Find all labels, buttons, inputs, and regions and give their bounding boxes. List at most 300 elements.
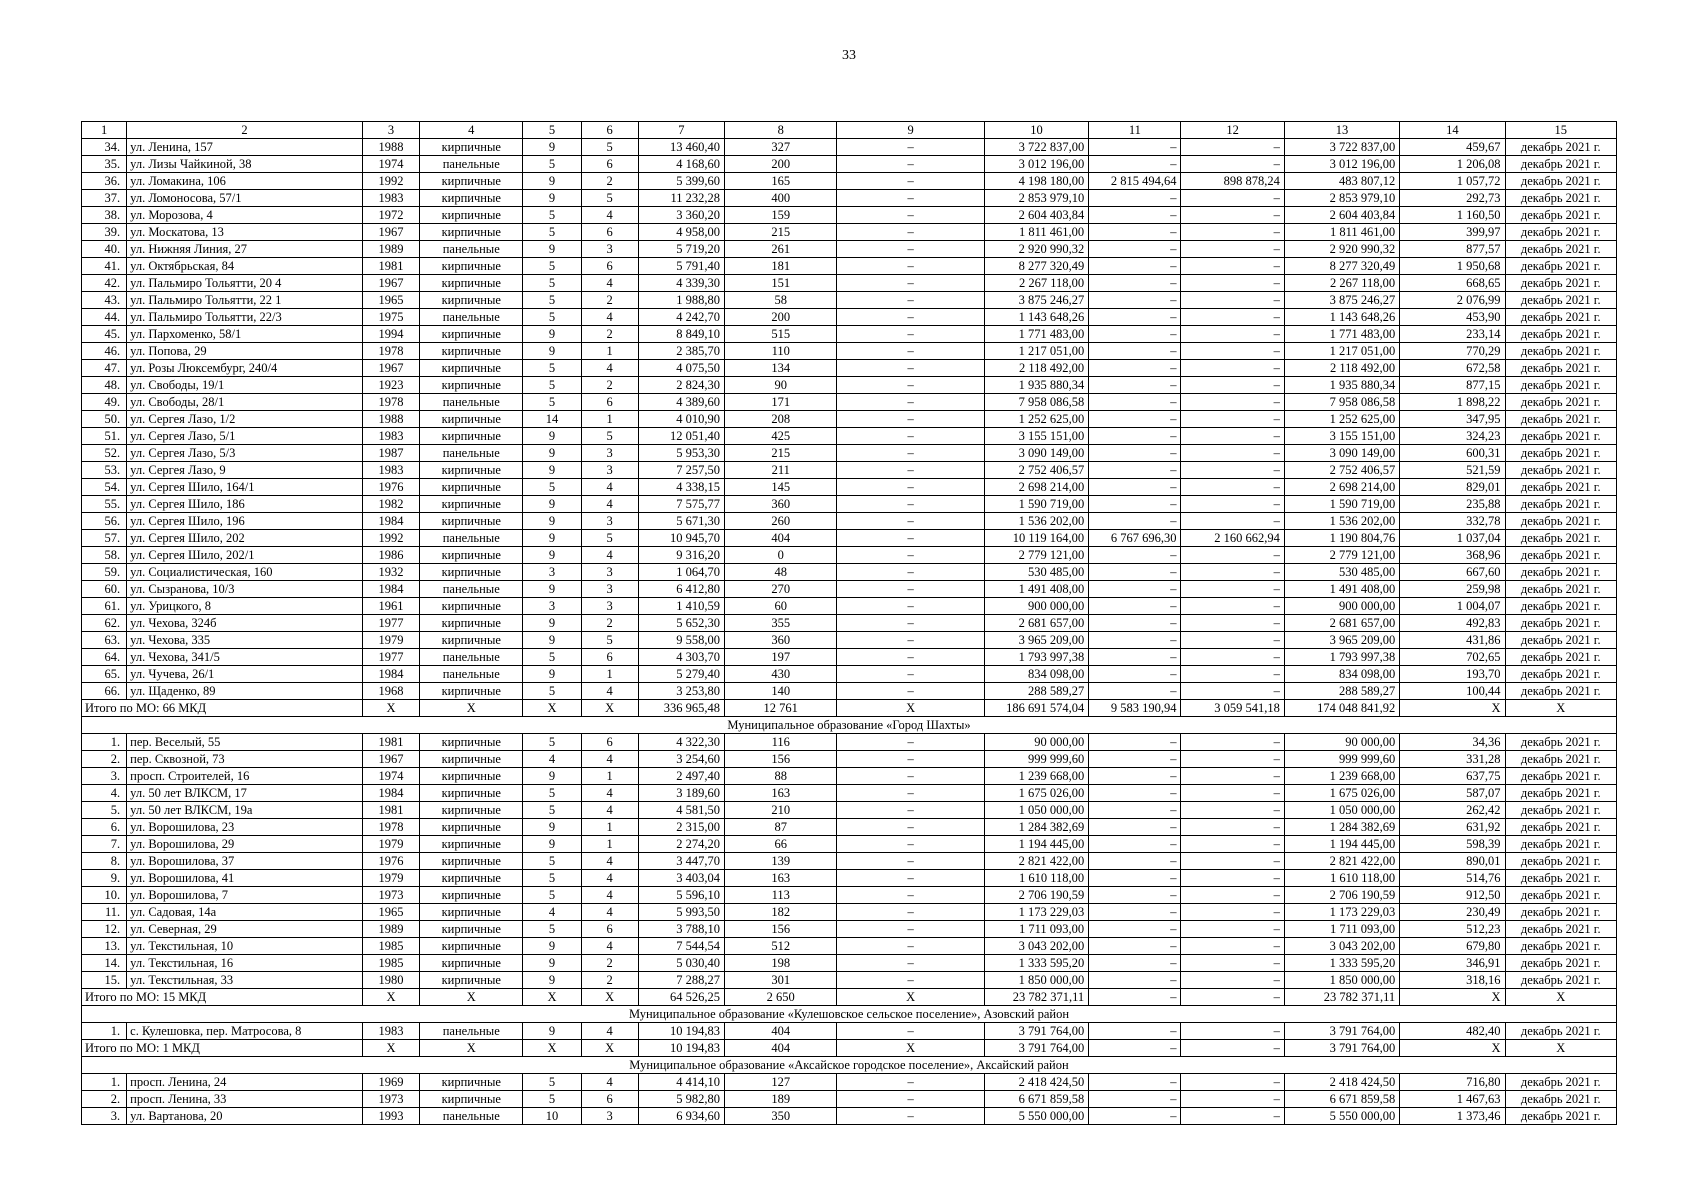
section-header-row xyxy=(82,717,1617,734)
table-row xyxy=(82,768,1617,785)
col11-cell: – xyxy=(1089,564,1181,581)
completion-date-cell: декабрь 2021 г. xyxy=(1505,309,1616,326)
wall-material-cell: кирпичные xyxy=(420,411,523,428)
wall-material-cell: кирпичные xyxy=(420,802,523,819)
residents-cell: 110 xyxy=(725,343,837,360)
floors-cell: 5 xyxy=(523,207,581,224)
col11-cell: – xyxy=(1089,394,1181,411)
owner-funds-cell: 1 491 408,00 xyxy=(1284,581,1399,598)
row-number-cell: 11. xyxy=(82,904,127,921)
floors-cell: 5 xyxy=(523,1074,581,1091)
row-number-cell: 14. xyxy=(82,955,127,972)
row-number-cell: 54. xyxy=(82,479,127,496)
wall-material-cell: панельные xyxy=(420,241,523,258)
year-built-cell: 1985 xyxy=(362,955,419,972)
total-area-cell: 5 030,40 xyxy=(638,955,724,972)
table-row xyxy=(82,819,1617,836)
owner-funds-cell: 1 143 648,26 xyxy=(1284,309,1399,326)
column-number: 15 xyxy=(1505,122,1616,139)
entrances-cell: 4 xyxy=(581,360,638,377)
col11-cell: – xyxy=(1089,156,1181,173)
total-completion-date: X xyxy=(1505,989,1616,1006)
table-row xyxy=(82,326,1617,343)
residents-cell: 165 xyxy=(725,173,837,190)
owner-funds-cell: 2 118 492,00 xyxy=(1284,360,1399,377)
year-built-cell: 1987 xyxy=(362,445,419,462)
col12-cell: – xyxy=(1181,649,1284,666)
wall-material-cell: кирпичные xyxy=(420,479,523,496)
col12-cell: – xyxy=(1181,411,1284,428)
cost-per-sqm-cell: 1 160,50 xyxy=(1400,207,1505,224)
entrances-cell: 1 xyxy=(581,666,638,683)
col9-cell: – xyxy=(837,649,984,666)
col9-cell: – xyxy=(837,224,984,241)
entrances-cell: 3 xyxy=(581,513,638,530)
total-cost-cell: 1 239 668,00 xyxy=(984,768,1088,785)
col11-cell: – xyxy=(1089,853,1181,870)
col12-cell: – xyxy=(1181,751,1284,768)
wall-material-cell: панельные xyxy=(420,309,523,326)
row-number-cell: 1. xyxy=(82,1074,127,1091)
col12-cell: – xyxy=(1181,275,1284,292)
col12-cell: 898 878,24 xyxy=(1181,173,1284,190)
residents-cell: 355 xyxy=(725,615,837,632)
cost-per-sqm-cell: 600,31 xyxy=(1400,445,1505,462)
row-number-cell: 35. xyxy=(82,156,127,173)
wall-material-cell: кирпичные xyxy=(420,632,523,649)
total-row xyxy=(82,700,1617,717)
completion-date-cell: декабрь 2021 г. xyxy=(1505,428,1616,445)
wall-material-cell: кирпичные xyxy=(420,751,523,768)
total-cost-cell: 5 550 000,00 xyxy=(984,1108,1088,1125)
table-row xyxy=(82,751,1617,768)
row-number-cell: 66. xyxy=(82,683,127,700)
entrances-cell: 5 xyxy=(581,190,638,207)
total-total-cost: 23 782 371,11 xyxy=(984,989,1088,1006)
col12-cell: – xyxy=(1181,615,1284,632)
total-area-cell: 4 075,50 xyxy=(638,360,724,377)
completion-date-cell: декабрь 2021 г. xyxy=(1505,496,1616,513)
col11-cell: – xyxy=(1089,921,1181,938)
residents-cell: 134 xyxy=(725,360,837,377)
owner-funds-cell: 1 811 461,00 xyxy=(1284,224,1399,241)
floors-cell: 3 xyxy=(523,564,581,581)
entrances-cell: 4 xyxy=(581,547,638,564)
total-cost-per-sqm: X xyxy=(1400,700,1505,717)
total-area-cell: 5 399,60 xyxy=(638,173,724,190)
col12-cell: – xyxy=(1181,581,1284,598)
owner-funds-cell: 1 711 093,00 xyxy=(1284,921,1399,938)
row-number-cell: 63. xyxy=(82,632,127,649)
completion-date-cell: декабрь 2021 г. xyxy=(1505,411,1616,428)
cost-per-sqm-cell: 292,73 xyxy=(1400,190,1505,207)
address-cell: ул. Сергея Шило, 202/1 xyxy=(127,547,363,564)
wall-material-cell: кирпичные xyxy=(420,972,523,989)
entrances-cell: 4 xyxy=(581,275,638,292)
total-cost-cell: 900 000,00 xyxy=(984,598,1088,615)
total-entrances: X xyxy=(581,1040,638,1057)
year-built-cell: 1988 xyxy=(362,139,419,156)
col9-cell: – xyxy=(837,955,984,972)
floors-cell: 5 xyxy=(523,309,581,326)
cost-per-sqm-cell: 716,80 xyxy=(1400,1074,1505,1091)
col12-cell: 2 160 662,94 xyxy=(1181,530,1284,547)
total-year-built: X xyxy=(362,700,419,717)
address-cell: ул. Урицкого, 8 xyxy=(127,598,363,615)
year-built-cell: 1984 xyxy=(362,666,419,683)
wall-material-cell: кирпичные xyxy=(420,768,523,785)
col12-cell: – xyxy=(1181,734,1284,751)
col9-cell: – xyxy=(837,377,984,394)
col12-cell: – xyxy=(1181,921,1284,938)
cost-per-sqm-cell: 482,40 xyxy=(1400,1023,1505,1040)
wall-material-cell: кирпичные xyxy=(420,887,523,904)
wall-material-cell: кирпичные xyxy=(420,496,523,513)
row-number-cell: 34. xyxy=(82,139,127,156)
col11-cell: – xyxy=(1089,292,1181,309)
total-row xyxy=(82,1040,1617,1057)
residents-cell: 181 xyxy=(725,258,837,275)
completion-date-cell: декабрь 2021 г. xyxy=(1505,921,1616,938)
year-built-cell: 1923 xyxy=(362,377,419,394)
address-cell: ул. Щаденко, 89 xyxy=(127,683,363,700)
cost-per-sqm-cell: 347,95 xyxy=(1400,411,1505,428)
cost-per-sqm-cell: 1 898,22 xyxy=(1400,394,1505,411)
col12-cell: – xyxy=(1181,819,1284,836)
total-entrances: X xyxy=(581,989,638,1006)
address-cell: ул. Попова, 29 xyxy=(127,343,363,360)
table-row xyxy=(82,904,1617,921)
year-built-cell: 1986 xyxy=(362,547,419,564)
row-number-cell: 47. xyxy=(82,360,127,377)
col11-cell: – xyxy=(1089,785,1181,802)
col9-cell: – xyxy=(837,275,984,292)
table-row xyxy=(82,649,1617,666)
column-number: 8 xyxy=(725,122,837,139)
total-cost-cell: 3 043 202,00 xyxy=(984,938,1088,955)
wall-material-cell: панельные xyxy=(420,156,523,173)
col12-cell: – xyxy=(1181,836,1284,853)
col12-cell: – xyxy=(1181,241,1284,258)
floors-cell: 9 xyxy=(523,972,581,989)
year-built-cell: 1932 xyxy=(362,564,419,581)
entrances-cell: 5 xyxy=(581,632,638,649)
year-built-cell: 1967 xyxy=(362,360,419,377)
address-cell: ул. Ворошилова, 7 xyxy=(127,887,363,904)
year-built-cell: 1980 xyxy=(362,972,419,989)
year-built-cell: 1984 xyxy=(362,513,419,530)
total-area-cell: 3 447,70 xyxy=(638,853,724,870)
table-row xyxy=(82,411,1617,428)
floors-cell: 5 xyxy=(523,853,581,870)
total-cost-cell: 2 698 214,00 xyxy=(984,479,1088,496)
total-cost-cell: 3 012 196,00 xyxy=(984,156,1088,173)
entrances-cell: 3 xyxy=(581,445,638,462)
wall-material-cell: кирпичные xyxy=(420,785,523,802)
total-col9: X xyxy=(837,700,984,717)
total-cost-cell: 1 217 051,00 xyxy=(984,343,1088,360)
floors-cell: 9 xyxy=(523,1023,581,1040)
completion-date-cell: декабрь 2021 г. xyxy=(1505,615,1616,632)
year-built-cell: 1994 xyxy=(362,326,419,343)
completion-date-cell: декабрь 2021 г. xyxy=(1505,564,1616,581)
total-col9: X xyxy=(837,989,984,1006)
floors-cell: 9 xyxy=(523,496,581,513)
total-area-cell: 7 288,27 xyxy=(638,972,724,989)
cost-per-sqm-cell: 598,39 xyxy=(1400,836,1505,853)
cost-per-sqm-cell: 235,88 xyxy=(1400,496,1505,513)
completion-date-cell: декабрь 2021 г. xyxy=(1505,462,1616,479)
total-area-cell: 3 788,10 xyxy=(638,921,724,938)
total-area-cell: 2 315,00 xyxy=(638,819,724,836)
residents-cell: 0 xyxy=(725,547,837,564)
col12-cell: – xyxy=(1181,564,1284,581)
cost-per-sqm-cell: 877,57 xyxy=(1400,241,1505,258)
total-entrances: X xyxy=(581,700,638,717)
cost-per-sqm-cell: 459,67 xyxy=(1400,139,1505,156)
cost-per-sqm-cell: 1 467,63 xyxy=(1400,1091,1505,1108)
cost-per-sqm-cell: 259,98 xyxy=(1400,581,1505,598)
owner-funds-cell: 3 012 196,00 xyxy=(1284,156,1399,173)
row-number-cell: 64. xyxy=(82,649,127,666)
table-row xyxy=(82,734,1617,751)
total-area-cell: 7 575,77 xyxy=(638,496,724,513)
floors-cell: 5 xyxy=(523,292,581,309)
owner-funds-cell: 1 239 668,00 xyxy=(1284,768,1399,785)
residents-cell: 66 xyxy=(725,836,837,853)
col9-cell: – xyxy=(837,241,984,258)
total-area-cell: 8 849,10 xyxy=(638,326,724,343)
total-cost-cell: 2 821 422,00 xyxy=(984,853,1088,870)
wall-material-cell: кирпичные xyxy=(420,734,523,751)
total-cost-cell: 3 722 837,00 xyxy=(984,139,1088,156)
cost-per-sqm-cell: 890,01 xyxy=(1400,853,1505,870)
completion-date-cell: декабрь 2021 г. xyxy=(1505,1023,1616,1040)
row-number-cell: 42. xyxy=(82,275,127,292)
column-number: 13 xyxy=(1284,122,1399,139)
total-area-cell: 5 982,80 xyxy=(638,1091,724,1108)
table-row xyxy=(82,666,1617,683)
wall-material-cell: кирпичные xyxy=(420,853,523,870)
floors-cell: 5 xyxy=(523,649,581,666)
cost-per-sqm-cell: 262,42 xyxy=(1400,802,1505,819)
table-row xyxy=(82,1108,1617,1125)
col11-cell: – xyxy=(1089,1091,1181,1108)
column-number: 6 xyxy=(581,122,638,139)
entrances-cell: 1 xyxy=(581,768,638,785)
col12-cell: – xyxy=(1181,1108,1284,1125)
wall-material-cell: кирпичные xyxy=(420,547,523,564)
address-cell: ул. Свободы, 19/1 xyxy=(127,377,363,394)
total-cost-cell: 8 277 320,49 xyxy=(984,258,1088,275)
address-cell: ул. Северная, 29 xyxy=(127,921,363,938)
completion-date-cell: декабрь 2021 г. xyxy=(1505,547,1616,564)
year-built-cell: 1973 xyxy=(362,887,419,904)
residents-cell: 210 xyxy=(725,802,837,819)
col11-cell: – xyxy=(1089,870,1181,887)
residents-cell: 90 xyxy=(725,377,837,394)
address-cell: с. Кулешовка, пер. Матросова, 8 xyxy=(127,1023,363,1040)
cost-per-sqm-cell: 1 206,08 xyxy=(1400,156,1505,173)
owner-funds-cell: 1 850 000,00 xyxy=(1284,972,1399,989)
completion-date-cell: декабрь 2021 г. xyxy=(1505,156,1616,173)
total-cost-cell: 1 284 382,69 xyxy=(984,819,1088,836)
wall-material-cell: кирпичные xyxy=(420,1074,523,1091)
cost-per-sqm-cell: 193,70 xyxy=(1400,666,1505,683)
year-built-cell: 1961 xyxy=(362,598,419,615)
wall-material-cell: кирпичные xyxy=(420,955,523,972)
floors-cell: 9 xyxy=(523,190,581,207)
owner-funds-cell: 2 706 190,59 xyxy=(1284,887,1399,904)
total-area-cell: 11 232,28 xyxy=(638,190,724,207)
owner-funds-cell: 1 252 625,00 xyxy=(1284,411,1399,428)
residents-cell: 260 xyxy=(725,513,837,530)
residents-cell: 327 xyxy=(725,139,837,156)
table-row xyxy=(82,1074,1617,1091)
residents-cell: 198 xyxy=(725,955,837,972)
completion-date-cell: декабрь 2021 г. xyxy=(1505,751,1616,768)
col9-cell: – xyxy=(837,445,984,462)
table-row xyxy=(82,598,1617,615)
address-cell: ул. 50 лет ВЛКСМ, 17 xyxy=(127,785,363,802)
col12-cell: – xyxy=(1181,870,1284,887)
residents-cell: 270 xyxy=(725,581,837,598)
floors-cell: 9 xyxy=(523,581,581,598)
completion-date-cell: декабрь 2021 г. xyxy=(1505,360,1616,377)
address-cell: ул. Морозова, 4 xyxy=(127,207,363,224)
year-built-cell: 1974 xyxy=(362,156,419,173)
address-cell: ул. Чучева, 26/1 xyxy=(127,666,363,683)
owner-funds-cell: 5 550 000,00 xyxy=(1284,1108,1399,1125)
table-row xyxy=(82,972,1617,989)
entrances-cell: 3 xyxy=(581,241,638,258)
year-built-cell: 1981 xyxy=(362,734,419,751)
entrances-cell: 6 xyxy=(581,734,638,751)
floors-cell: 14 xyxy=(523,411,581,428)
owner-funds-cell: 2 604 403,84 xyxy=(1284,207,1399,224)
cost-per-sqm-cell: 877,15 xyxy=(1400,377,1505,394)
address-cell: ул. Социалистическая, 160 xyxy=(127,564,363,581)
total-row xyxy=(82,989,1617,1006)
wall-material-cell: кирпичные xyxy=(420,819,523,836)
table-row xyxy=(82,938,1617,955)
col12-cell: – xyxy=(1181,428,1284,445)
owner-funds-cell: 1 771 483,00 xyxy=(1284,326,1399,343)
entrances-cell: 2 xyxy=(581,326,638,343)
completion-date-cell: декабрь 2021 г. xyxy=(1505,836,1616,853)
row-number-cell: 40. xyxy=(82,241,127,258)
year-built-cell: 1983 xyxy=(362,1023,419,1040)
total-area-cell: 4 303,70 xyxy=(638,649,724,666)
floors-cell: 5 xyxy=(523,1091,581,1108)
col9-cell: – xyxy=(837,819,984,836)
total-area-cell: 7 544,54 xyxy=(638,938,724,955)
owner-funds-cell: 90 000,00 xyxy=(1284,734,1399,751)
col11-cell: – xyxy=(1089,615,1181,632)
completion-date-cell: декабрь 2021 г. xyxy=(1505,394,1616,411)
total-area-cell: 4 322,30 xyxy=(638,734,724,751)
total-area-cell: 1 064,70 xyxy=(638,564,724,581)
col11-cell: – xyxy=(1089,819,1181,836)
floors-cell: 5 xyxy=(523,377,581,394)
wall-material-cell: панельные xyxy=(420,394,523,411)
wall-material-cell: кирпичные xyxy=(420,258,523,275)
row-number-cell: 36. xyxy=(82,173,127,190)
total-cost-cell: 1 811 461,00 xyxy=(984,224,1088,241)
row-number-cell: 6. xyxy=(82,819,127,836)
completion-date-cell: декабрь 2021 г. xyxy=(1505,343,1616,360)
entrances-cell: 3 xyxy=(581,598,638,615)
cost-per-sqm-cell: 230,49 xyxy=(1400,904,1505,921)
floors-cell: 5 xyxy=(523,258,581,275)
year-built-cell: 1978 xyxy=(362,819,419,836)
total-cost-cell: 6 671 859,58 xyxy=(984,1091,1088,1108)
col9-cell: – xyxy=(837,428,984,445)
col11-cell: – xyxy=(1089,224,1181,241)
floors-cell: 9 xyxy=(523,615,581,632)
col9-cell: – xyxy=(837,496,984,513)
total-area-cell: 5 671,30 xyxy=(638,513,724,530)
column-number: 7 xyxy=(638,122,724,139)
table-row xyxy=(82,360,1617,377)
row-number-cell: 3. xyxy=(82,768,127,785)
entrances-cell: 4 xyxy=(581,683,638,700)
residents-cell: 87 xyxy=(725,819,837,836)
cost-per-sqm-cell: 829,01 xyxy=(1400,479,1505,496)
column-number: 2 xyxy=(127,122,363,139)
wall-material-cell: панельные xyxy=(420,530,523,547)
owner-funds-cell: 8 277 320,49 xyxy=(1284,258,1399,275)
floors-cell: 5 xyxy=(523,683,581,700)
address-cell: ул. Ломакина, 106 xyxy=(127,173,363,190)
entrances-cell: 2 xyxy=(581,377,638,394)
address-cell: ул. Пальмиро Тольятти, 20 4 xyxy=(127,275,363,292)
total-total-cost: 186 691 574,04 xyxy=(984,700,1088,717)
col12-cell: – xyxy=(1181,853,1284,870)
total-area-cell: 12 051,40 xyxy=(638,428,724,445)
completion-date-cell: декабрь 2021 г. xyxy=(1505,326,1616,343)
col12-cell: – xyxy=(1181,292,1284,309)
col11-cell: – xyxy=(1089,632,1181,649)
floors-cell: 9 xyxy=(523,445,581,462)
completion-date-cell: декабрь 2021 г. xyxy=(1505,955,1616,972)
owner-funds-cell: 1 536 202,00 xyxy=(1284,513,1399,530)
floors-cell: 9 xyxy=(523,343,581,360)
total-cost-cell: 1 143 648,26 xyxy=(984,309,1088,326)
total-cost-cell: 3 090 149,00 xyxy=(984,445,1088,462)
total-area-cell: 5 279,40 xyxy=(638,666,724,683)
floors-cell: 9 xyxy=(523,819,581,836)
col11-cell: – xyxy=(1089,513,1181,530)
row-number-cell: 8. xyxy=(82,853,127,870)
total-area-cell: 4 339,30 xyxy=(638,275,724,292)
col11-cell: – xyxy=(1089,1074,1181,1091)
wall-material-cell: кирпичные xyxy=(420,173,523,190)
col11-cell: – xyxy=(1089,598,1181,615)
cost-per-sqm-cell: 1 057,72 xyxy=(1400,173,1505,190)
entrances-cell: 4 xyxy=(581,751,638,768)
address-cell: ул. Ворошилова, 41 xyxy=(127,870,363,887)
total-label: Итого по МО: 15 МКД xyxy=(82,989,363,1006)
row-number-cell: 5. xyxy=(82,802,127,819)
floors-cell: 9 xyxy=(523,955,581,972)
col9-cell: – xyxy=(837,292,984,309)
total-cost-cell: 1 935 880,34 xyxy=(984,377,1088,394)
total-cost-cell: 2 267 118,00 xyxy=(984,275,1088,292)
table-row xyxy=(82,564,1617,581)
total-owner-funds: 174 048 841,92 xyxy=(1284,700,1399,717)
wall-material-cell: кирпичные xyxy=(420,428,523,445)
